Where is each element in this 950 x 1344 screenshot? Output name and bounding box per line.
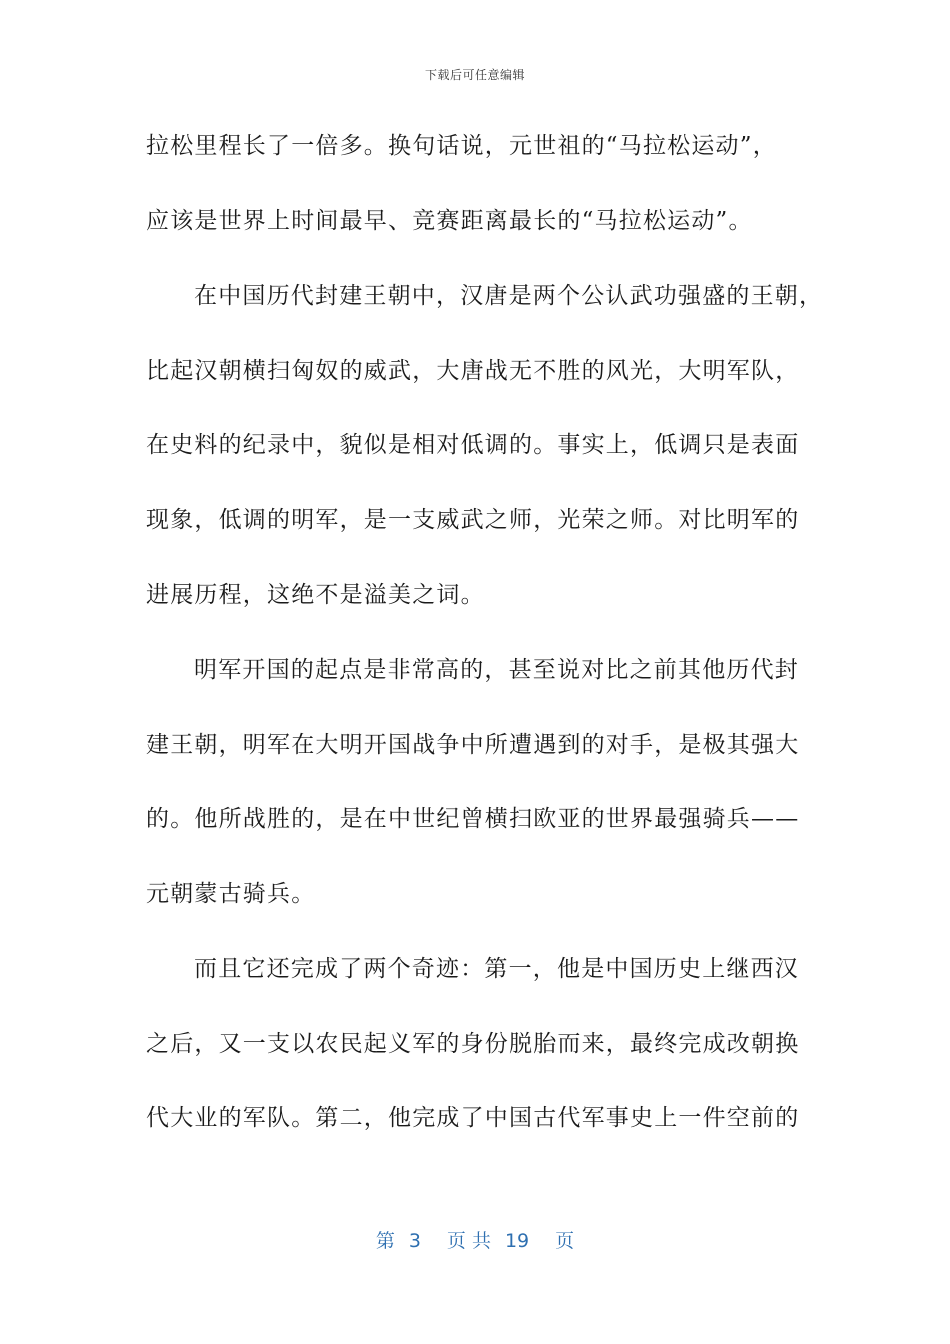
paragraph-line: 而且它还完成了两个奇迹：第一，他是中国历史上继西汉 [194, 956, 799, 982]
paragraph-line: 拉松里程长了一倍多。换句话说，元世祖的“马拉松运动”， [146, 133, 777, 159]
paragraph-line: 元朝蒙古骑兵。 [146, 881, 316, 907]
paragraph-line: 明军开国的起点是非常高的，甚至说对比之前其他历代封 [194, 657, 799, 683]
page-footer [0, 1226, 950, 1253]
paragraph-line: 在史料的纪录中，貌似是相对低调的。事实上，低调只是表面 [146, 432, 800, 458]
paragraph-line: 应该是世界上时间最早、竞赛距离最长的“马拉松运动”。 [146, 208, 753, 234]
paragraph-line: 的。他所战胜的，是在中世纪曾横扫欧亚的世界最强骑兵—— [146, 806, 800, 832]
current-page-number: 3 [408, 1230, 421, 1252]
paragraph-line: 代大业的军队。第二，他完成了中国古代军事史上一件空前的 [146, 1105, 800, 1131]
paragraph-line: 在中国历代封建王朝中，汉唐是两个公认武功强盛的王朝， [194, 283, 824, 309]
page-suffix: 页 [555, 1230, 575, 1252]
page-middle-text: 页 共 [446, 1230, 491, 1252]
paragraph-line: 现象，低调的明军，是一支威武之师，光荣之师。对比明军的 [146, 507, 800, 533]
page-header: 下载后可任意编辑 [424, 68, 525, 82]
page-prefix: 第 [375, 1230, 395, 1252]
paragraph-line: 建王朝，明军在大明开国战争中所遭遇到的对手，是极其强大 [146, 732, 800, 758]
paragraph-line: 之后，又一支以农民起义军的身份脱胎而来，最终完成改朝换 [146, 1031, 800, 1057]
paragraph-line: 进展历程，这绝不是溢美之词。 [146, 582, 485, 608]
total-pages-number: 19 [504, 1230, 530, 1252]
paragraph-line: 比起汉朝横扫匈奴的威武，大唐战无不胜的风光，大明军队， [146, 358, 800, 384]
